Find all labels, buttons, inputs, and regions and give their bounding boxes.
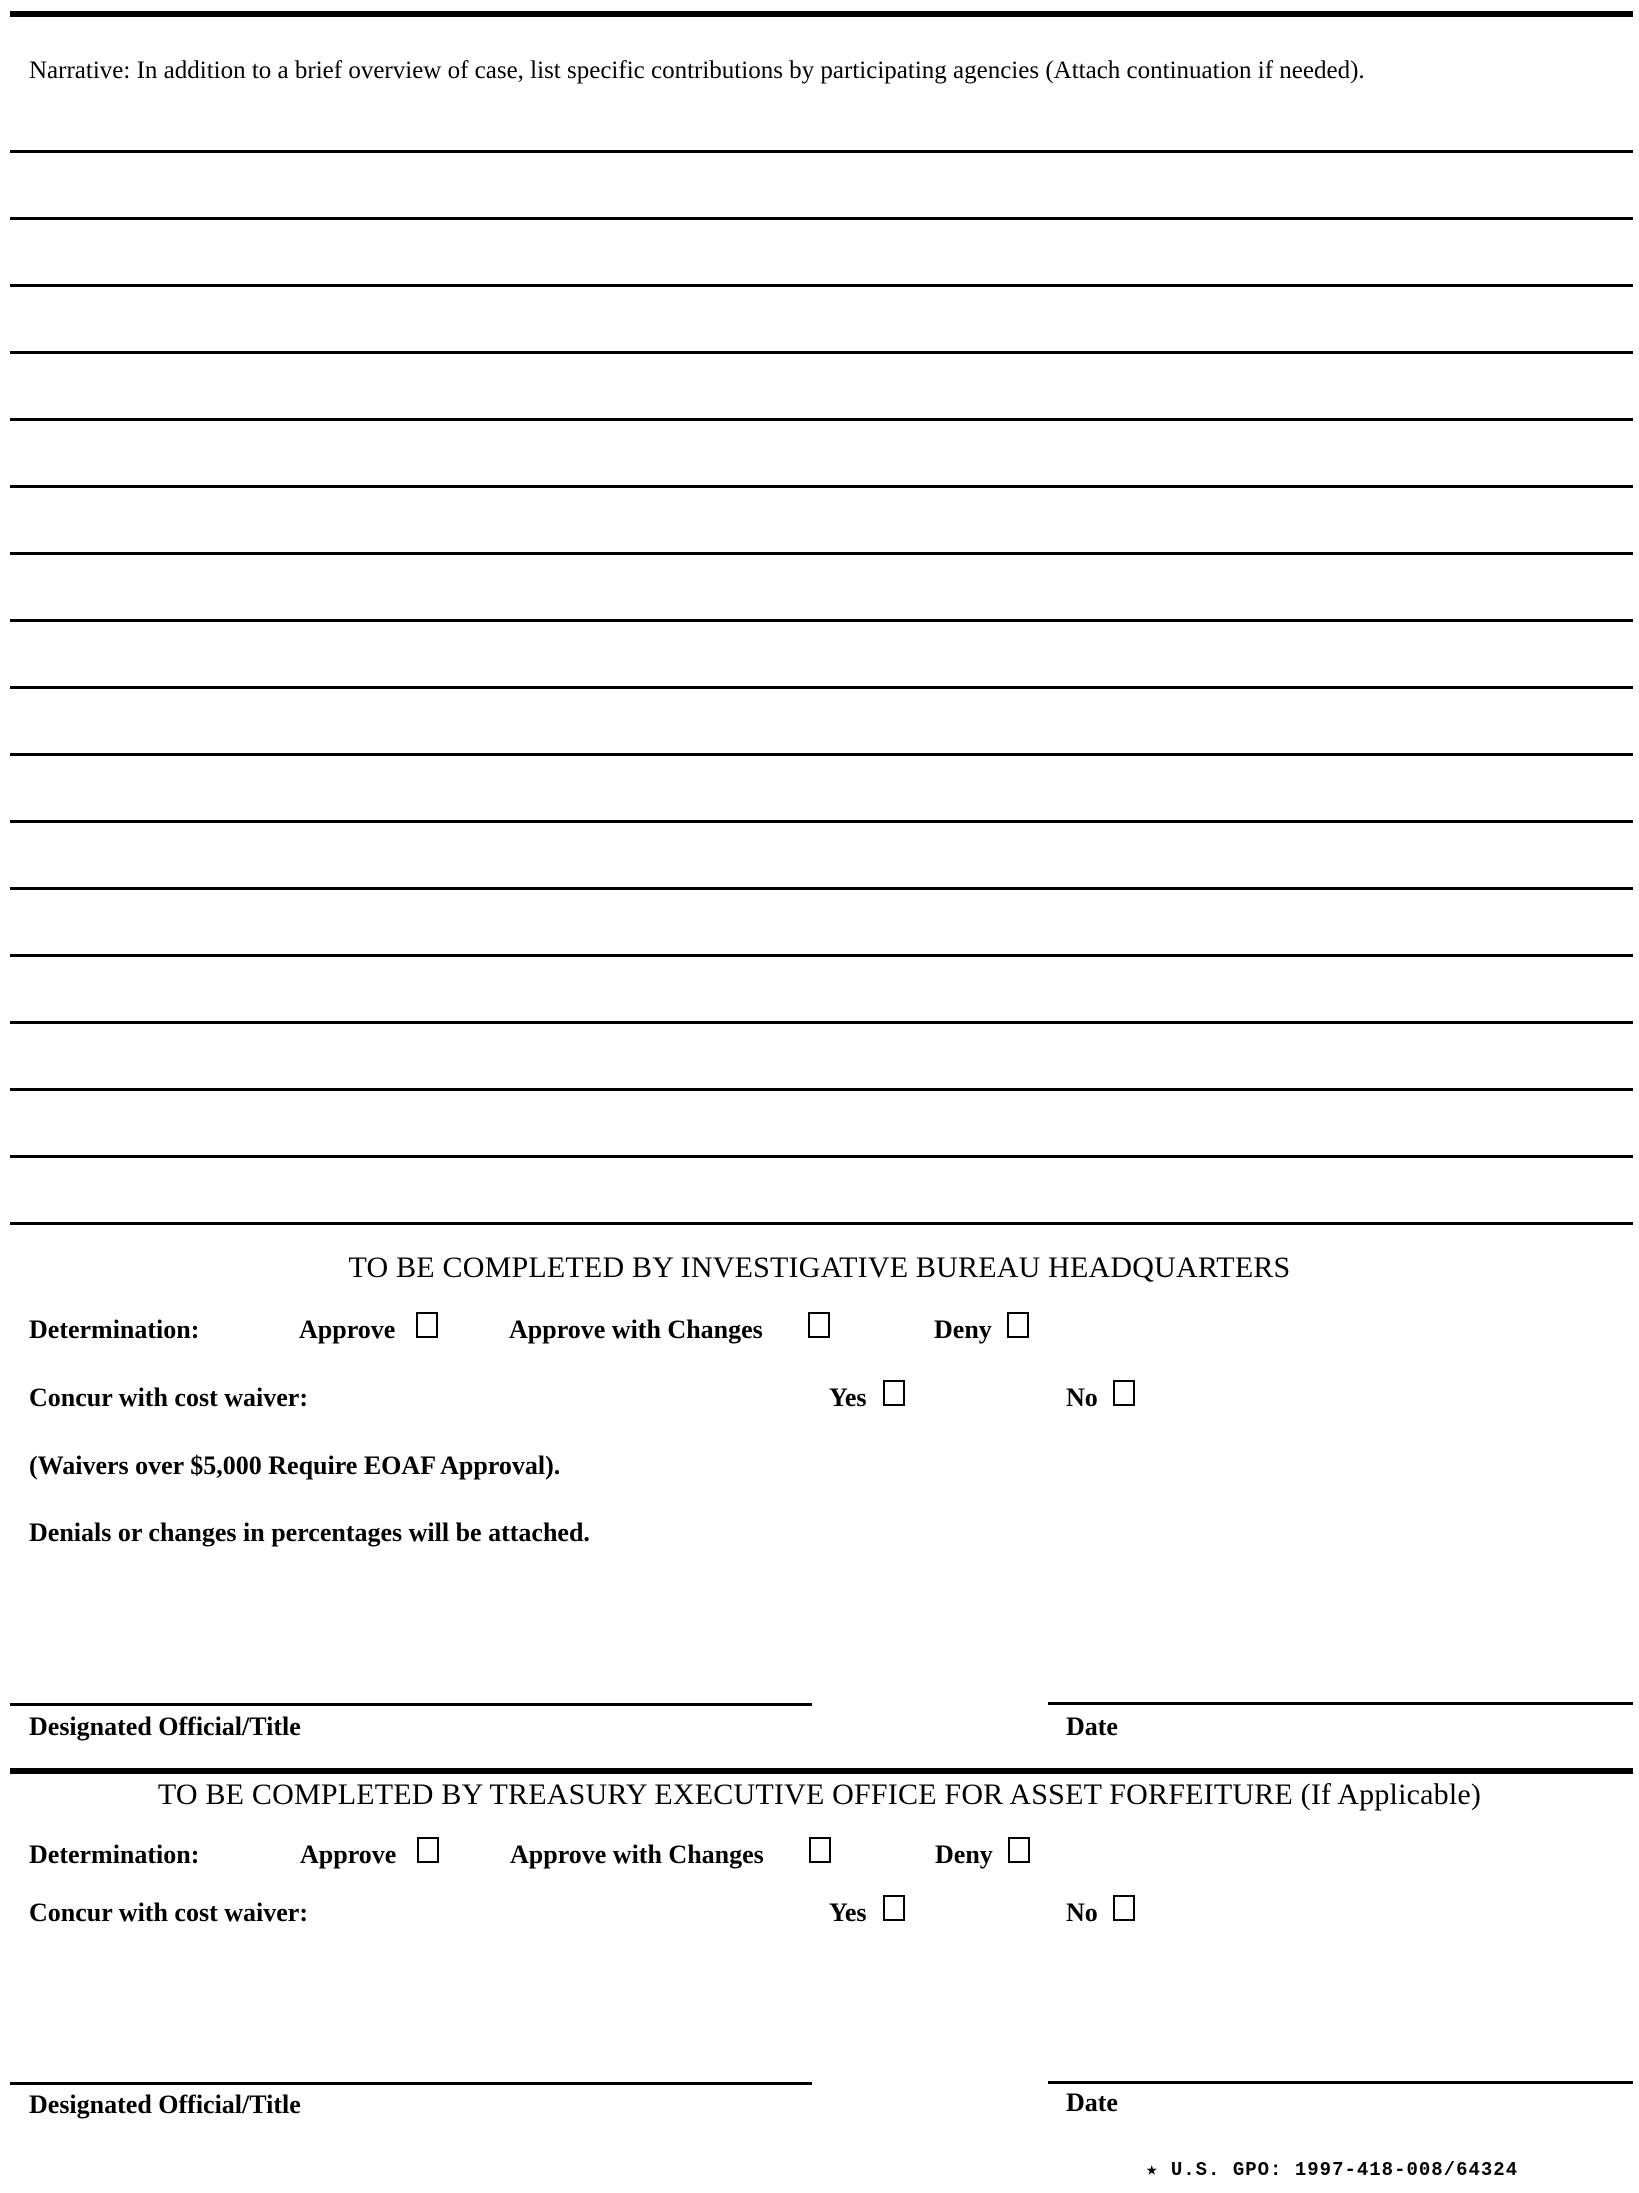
treasury-approve-label: Approve bbox=[300, 1840, 397, 1869]
treasury-determination-label: Determination: bbox=[29, 1840, 200, 1869]
bureau-determination-label: Determination: bbox=[29, 1315, 200, 1344]
waiver-note: (Waivers over $5,000 Require EOAF Approval). bbox=[29, 1451, 561, 1480]
narrative-line[interactable] bbox=[10, 284, 1633, 287]
bureau-official-label: Designated Official/Title bbox=[29, 1712, 301, 1741]
treasury-deny-label: Deny bbox=[935, 1840, 993, 1869]
top-border-rule bbox=[10, 11, 1633, 17]
narrative-line[interactable] bbox=[10, 619, 1633, 622]
bureau-date-line[interactable] bbox=[1048, 1702, 1633, 1705]
treasury-date-line[interactable] bbox=[1048, 2081, 1633, 2084]
narrative-line[interactable] bbox=[10, 217, 1633, 220]
narrative-line[interactable] bbox=[10, 351, 1633, 354]
narrative-line[interactable] bbox=[10, 820, 1633, 823]
bureau-approve-label: Approve bbox=[299, 1315, 396, 1344]
narrative-line[interactable] bbox=[10, 1088, 1633, 1091]
section-separator-rule bbox=[10, 1768, 1633, 1774]
bureau-deny-checkbox[interactable] bbox=[1007, 1312, 1029, 1338]
treasury-official-label: Designated Official/Title bbox=[29, 2090, 301, 2119]
bureau-no-label: No bbox=[1066, 1383, 1098, 1412]
narrative-line[interactable] bbox=[10, 150, 1633, 153]
narrative-line[interactable] bbox=[10, 686, 1633, 689]
narrative-line[interactable] bbox=[10, 753, 1633, 756]
treasury-no-checkbox[interactable] bbox=[1113, 1895, 1135, 1921]
narrative-line[interactable] bbox=[10, 1155, 1633, 1158]
narrative-line[interactable] bbox=[10, 887, 1633, 890]
denials-note: Denials or changes in percentages will be attached. bbox=[29, 1518, 590, 1547]
bureau-no-checkbox[interactable] bbox=[1113, 1380, 1135, 1406]
narrative-line[interactable] bbox=[10, 954, 1633, 957]
bureau-date-label: Date bbox=[1066, 1712, 1118, 1741]
narrative-line[interactable] bbox=[10, 1222, 1633, 1225]
treasury-approve-with-changes-checkbox[interactable] bbox=[809, 1837, 831, 1863]
treasury-concur-label: Concur with cost waiver: bbox=[29, 1898, 308, 1927]
treasury-deny-checkbox[interactable] bbox=[1008, 1837, 1030, 1863]
treasury-section-heading: TO BE COMPLETED BY TREASURY EXECUTIVE OFFICE FOR ASSET FORFEITURE (If Applicable) bbox=[157, 1778, 1482, 1811]
treasury-yes-checkbox[interactable] bbox=[883, 1895, 905, 1921]
narrative-line[interactable] bbox=[10, 485, 1633, 488]
treasury-no-label: No bbox=[1066, 1898, 1098, 1927]
treasury-date-label: Date bbox=[1066, 2088, 1118, 2117]
bureau-deny-label: Deny bbox=[934, 1315, 992, 1344]
gpo-footer: ★ U.S. GPO: 1997-418-008/64324 bbox=[1146, 2159, 1519, 2181]
narrative-line[interactable] bbox=[10, 552, 1633, 555]
bureau-approve-with-changes-checkbox[interactable] bbox=[808, 1312, 830, 1338]
bureau-approve-checkbox[interactable] bbox=[416, 1312, 438, 1338]
narrative-line[interactable] bbox=[10, 1021, 1633, 1024]
treasury-official-signature-line[interactable] bbox=[10, 2082, 812, 2085]
narrative-line[interactable] bbox=[10, 418, 1633, 421]
bureau-concur-label: Concur with cost waiver: bbox=[29, 1383, 308, 1412]
bureau-yes-label: Yes bbox=[829, 1383, 867, 1412]
narrative-label: Narrative: In addition to a brief overview of case, list specific contributions by participating agencies (Attach continuation if needed). bbox=[29, 57, 1365, 84]
treasury-approve-checkbox[interactable] bbox=[417, 1837, 439, 1863]
bureau-official-signature-line[interactable] bbox=[10, 1703, 812, 1706]
bureau-approve-with-changes-label: Approve with Changes bbox=[509, 1315, 763, 1344]
treasury-yes-label: Yes bbox=[829, 1898, 867, 1927]
treasury-approve-with-changes-label: Approve with Changes bbox=[510, 1840, 764, 1869]
bureau-yes-checkbox[interactable] bbox=[883, 1380, 905, 1406]
bureau-section-heading: TO BE COMPLETED BY INVESTIGATIVE BUREAU HEADQUARTERS bbox=[348, 1251, 1291, 1284]
